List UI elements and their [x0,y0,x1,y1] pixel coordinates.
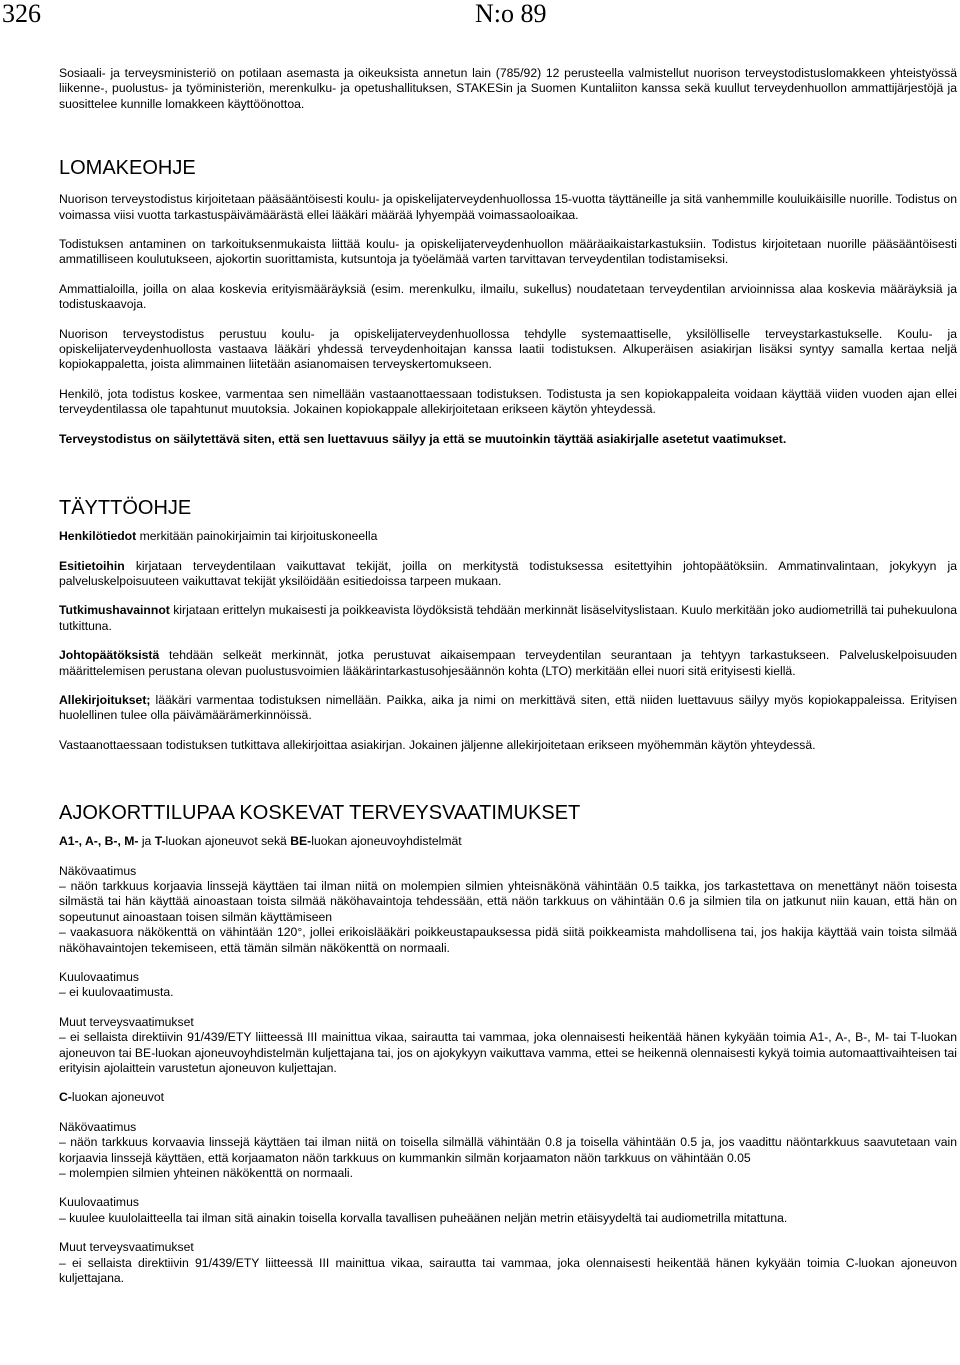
title-text: ja [138,834,155,849]
requirement-item: – kuulee kuulolaitteella tai ilman sitä ainakin toisella korvalla tavallisen puheäänen neljän metrin etäisyydeltä tai audiometrilla mitattuna. [59,1210,788,1225]
title-bold: T- [154,834,166,849]
title-bold: BE- [290,834,312,849]
requirement-label: Kuulovaatimus [59,1195,139,1210]
requirement-item: – vaakasuora näkökenttä on vähintään 120°, jollei erikoislääkäri poikkeustapauksessa pidä siitä poikkeamista mahdollisena tai, jos hakija käyttää vain toista silmää näköhavaintojen tekemiseen, että tämän silmän näkökenttä on normaali. [59,925,957,955]
tayttoohje-item [59,529,957,544]
requirement-item: – näön tarkkuus korvaavia linssejä käyttäen tai ilman niitä on toisella silmällä vähintään 0.8 ja toisella vähintään 0.5 ja, jos vaadittu näöntarkkuus saavutetaan vain korjaavia linssejä käyttäen, että korjaamaton näön tarkkuus on kummankin silmän korjaamaton näön tarkkuus on vähintään 0.05 [59,1135,957,1165]
lomakeohje-paragraph: Henkilö, jota todistus koskee, varmentaa sen nimellään vastaanottaessaan todistuksen. Todistusta ja sen kopiokappaleita voidaan käyttää viiden vuoden ajan ellei terveydentilassa ole tapahtunut muutoksia. Jokainen kopiokappale allekirjoitetaan erikseen käytön yhteydessä. [59,386,957,417]
section-a-kuulovaatimus [59,970,957,1001]
requirement-item: – ei kuulovaatimusta. [59,985,174,1000]
title-bold: C- [59,1090,72,1105]
requirement-item: – näön tarkkuus korjaavia linssejä käyttäen tai ilman niitä on molempien silmien yhteisnäkönä vähintään 0.5 taikka, jos tarkastettava on menettänyt näön toisesta silmästä tai hän käyttää ainoastaan toista silmää näköhavaintoja tehdessään, että näön tarkkuus on vähintään 0.6 ja silmien tila on jatkunut niin kauan, että hän on sopeutunut ainoastaan toisen silmän käyttämiseen [59,878,957,924]
requirement-label: Muut terveysvaatimukset [59,1240,194,1255]
issue-number: N:o 89 [475,0,547,28]
requirement-label: Muut terveysvaatimukset [59,1014,194,1029]
lomakeohje-paragraph: Ammattialoilla, joilla on alaa koskevia erityismääräyksiä (esim. merenkulku, ilmailu, sukellus) noudatetaan terveydentilan arvioinnissa alaa koskevia määräyksiä ja todistuskaavoja. [59,281,957,312]
title-bold: A1-, A-, B-, M- [59,834,139,849]
item-term: Tutkimushavainnot [59,603,170,618]
lomakeohje-paragraph: Todistuksen antaminen on tarkoituksenmukaista liittää koulu- ja opiskelijaterveydenhuollon määräaikaistarkastuksiin. Todistus kirjoitetaan nuorille pääsääntöisesti ammatilliseen koulutukseen, ajokortin suorittamista, kutsuntoja ja työelämää varten tarvittavan terveydentilan todistamiseksi. [59,237,957,267]
item-text: merkitään painokirjaimin tai kirjoituskoneella [136,529,378,544]
tayttoohje-heading: TÄYTTÖOHJE [59,497,192,520]
lomakeohje-paragraph: Nuorison terveystodistus perustuu koulu- ja opiskelijaterveydenhuollossa tehdylle systemaattiselle, yksilölliselle terveystarkastukselle. Koulu- ja opiskelijaterveydenhuollosta vastaava lääkäri yhdessä terveydenhoitajan kanssa laatii todistuksen. Alkuperäisen asiakirjan lisäksi syntyy samalla kertaa neljä kopiokappaletta, joista alimmainen liitetään asianomaisen terveyskertomukseen. [59,326,957,372]
title-text: luokan ajoneuvot sekä [165,834,291,849]
intro-paragraph: Sosiaali- ja terveysministeriö on potilaan asemasta ja oikeuksista annetun lain (785/92) 12 perusteella valmistellut nuorison terveystodistuslomakkeen yhteistyössä liikenne-, puolustus- ja työministeriön, merenkulku- ja opetushallituksen, STAKESin ja Suomen Kuntaliiton kanssa sekä kuullut terveydenhuollon ammattijärjestöjä ja suosittelee kunnille lomakkeen käyttöönottoa. [59,66,957,111]
page-header [0,0,960,36]
item-text: kirjataan erittelyn mukaisesti ja poikkeavista löydöksistä tehdään merkinnät lisäselvityslistaan. Kuulo merkitään joko audiometrillä tai puhekuulona tutkittuna. [59,603,958,633]
requirement-item: – ei sellaista direktiivin 91/439/ETY liitteessä III mainittua vikaa, sairautta tai vammaa, joka olennaisesti heikentää hänen kykyään toimia A1-, A-, B-, M- tai T-luokan ajoneuvon tai BE-luokan ajoneuvoyhdistelmän kuljettajana tai, jos on ajokykyyn vaikuttava vamma, ettei se heikennä olennaisesti kykyä toimia automaattivaihteisen tai erityisin ajolaittein varustetun ajoneuvon kuljettajan. [59,1030,957,1076]
page-number: 326 [2,0,41,28]
lomakeohje-bold-note: Terveystodistus on säilytettävä siten, että sen luettavuus säilyy ja että se muutoinkin täyttää asiakirjalle asetetut vaatimukset. [59,431,787,446]
ajokortti-heading: AJOKORTTILUPAA KOSKEVAT TERVEYSVAATIMUKSET [59,802,581,825]
section-a-nakovaatimus [59,864,957,956]
lomakeohje-heading: LOMAKEOHJE [59,157,196,180]
item-term: Allekirjoitukset; [59,692,151,707]
tayttoohje-item [59,603,957,634]
requirement-item: – molempien silmien yhteinen näkökenttä on normaali. [59,1166,354,1181]
item-term: Esitietoihin [59,558,125,573]
requirement-item: – ei sellaista direktiivin 91/439/ETY liitteessä III mainittua vikaa, sairautta tai vammaa, joka olennaisesti heikentää hänen kykyään toimia C-luokan ajoneuvon kuljettajana. [59,1255,957,1286]
lomakeohje-paragraph: Nuorison terveystodistus kirjoitetaan pääsääntöisesti koulu- ja opiskelijaterveydenhuollossa 15-vuotta täyttäneille ja sitä vanhemmille kouluikäisille nuorille. Todistus on voimassa viisi vuotta tarkastuspäivämäärästä ellei lääkäri määrää lyhyempää voimassaoloaikaa. [59,192,957,222]
requirement-label: Näkövaatimus [59,863,137,878]
title-text: luokan ajoneuvot [71,1090,165,1105]
section-c-nakovaatimus [59,1120,957,1182]
tayttoohje-item [59,693,957,724]
item-term: Johtopäätöksistä [59,648,160,663]
item-text: tehdään selkeät merkinnät, jotka perustuvat aikaisempaan terveydentilan seurantaan ja tehtyyn tarkastukseen. Palveluskelpoisuuden määrittelemisen perustana olevan puolustusvoimien lääkärintarkastusohjesäännön kohta (LTO) merkitään ellei nuori sitä erityisesti kiellä. [59,648,957,678]
item-term: Henkilötiedot [59,529,137,544]
tayttoohje-item [59,559,957,590]
section-c-muut [59,1240,957,1286]
document-body [59,66,957,1287]
item-text: lääkäri varmentaa todistuksen nimellään. Paikka, aika ja nimi on merkittävä siten, että niiden luettavuus säilyy myös kopiokappaleissa. Erityisen huolellinen tulee olla päivämäärämerkinnöissä. [59,692,957,723]
section-c-kuulovaatimus [59,1195,957,1226]
item-text: kirjataan terveydentilaan vaikuttavat tekijät, joilla on merkitystä todistuksessa esitettyihin johtopäätöksiin. Ammatinvalintaan, jokykyyn ja palveluskelpoisuuteen vaikuttavat tekijät yksilöidään esitiedoissa tarpeen mukaan. [59,558,957,588]
title-text: luokan ajoneuvoyhdistelmät [311,834,462,849]
requirement-label: Näkövaatimus [59,1119,137,1134]
requirement-label: Kuulovaatimus [59,970,139,984]
section-c-title [59,1090,957,1105]
tayttoohje-closing: Vastaanottaessaan todistuksen tutkittava allekirjoittaa asiakirjan. Jokainen jäljenne allekirjoitetaan erikseen myöhemmän käytön yhteydessä. [59,737,816,752]
section-a-muut [59,1015,957,1077]
tayttoohje-item [59,648,957,679]
section-a-title [59,834,957,849]
